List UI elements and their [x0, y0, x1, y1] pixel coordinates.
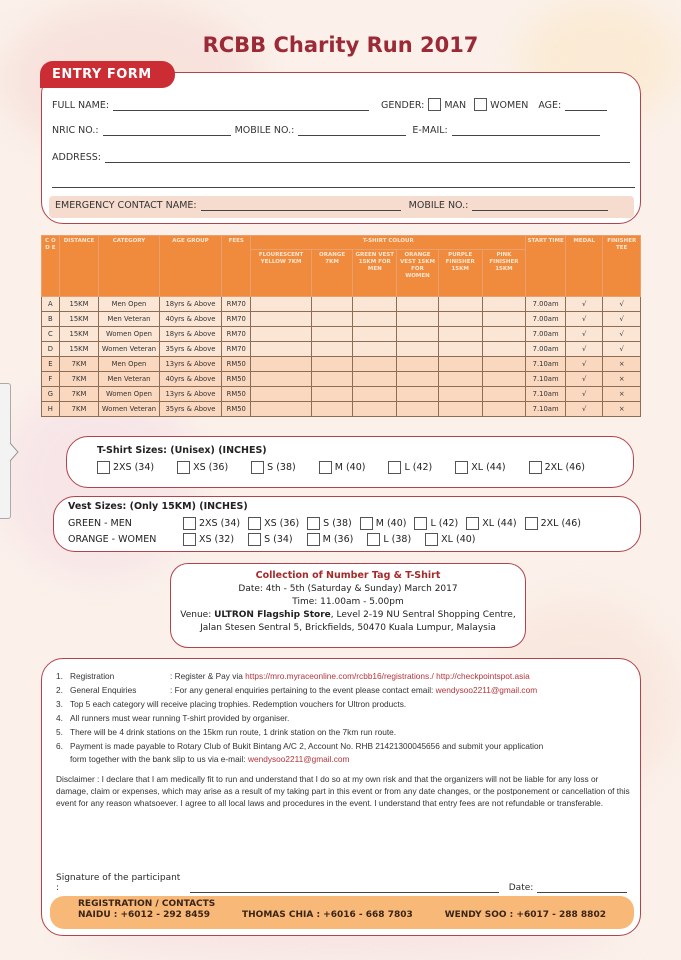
cell-category: Men Veteran	[99, 312, 159, 327]
address-label: ADDRESS:	[52, 152, 101, 163]
cell-fees: RM70	[222, 297, 251, 312]
gender-man-checkbox[interactable]	[428, 98, 441, 111]
cell-code: E	[42, 357, 60, 372]
cell-distance: 7KM	[59, 402, 99, 417]
cell-tshirt-colour-entry[interactable]	[251, 357, 311, 372]
vest-green-size-option[interactable]	[525, 517, 581, 530]
tshirt-size-options	[97, 461, 608, 474]
cell-medal: √	[565, 327, 603, 342]
term-text: All runners must wear running T-shirt provided by organiser.	[70, 713, 290, 723]
cell-tshirt-colour-entry[interactable]	[482, 312, 526, 327]
venue-name: ULTRON Flagship Store	[214, 610, 331, 620]
cell-category: Women Veteran	[99, 342, 159, 357]
cell-tshirt-colour-entry[interactable]	[311, 342, 353, 357]
header-colour-green-vest: GREEN VEST 15KM FOR MEN	[353, 250, 397, 297]
cell-tshirt-colour-entry[interactable]	[311, 357, 353, 372]
cell-category: Men Open	[99, 297, 159, 312]
cell-tshirt-colour-entry[interactable]	[311, 387, 353, 402]
cell-tshirt-colour-entry[interactable]	[251, 372, 311, 387]
cell-finisher-tee: √	[603, 342, 641, 357]
tshirt-size-option[interactable]	[529, 461, 585, 474]
term-item-2	[56, 685, 537, 695]
vest-green-size-checkbox[interactable]	[360, 517, 373, 530]
term-number: 6.	[56, 741, 63, 751]
emergency-mobile-label: MOBILE NO.:	[408, 200, 469, 211]
header-colour-orange: ORANGE 7KM	[311, 250, 353, 297]
cell-start-time: 7.00am	[526, 297, 566, 312]
gender-women-label: WOMEN	[490, 100, 529, 111]
table-row	[42, 387, 641, 402]
payment-email-link[interactable]: wendysoo2211@gmail.com	[248, 754, 350, 764]
cell-finisher-tee: √	[603, 312, 641, 327]
cell-tshirt-colour-entry[interactable]	[438, 387, 482, 402]
cell-tshirt-colour-entry[interactable]	[482, 342, 526, 357]
vest-orange-size-checkbox[interactable]	[183, 533, 196, 546]
cell-start-time: 7.10am	[526, 357, 566, 372]
row-address	[52, 152, 637, 163]
cell-distance: 15KM	[59, 327, 99, 342]
cell-tshirt-colour-entry[interactable]	[251, 297, 311, 312]
emergency-name-field[interactable]	[201, 200, 401, 211]
cell-category: Women Open	[99, 327, 159, 342]
cell-code: A	[42, 297, 60, 312]
term-text: : For any general enquiries pertaining to the event please contact email:	[170, 685, 436, 695]
tshirt-size-option[interactable]	[251, 461, 296, 474]
table-row	[42, 402, 641, 417]
full-name-label: FULL NAME:	[52, 100, 110, 111]
age-label: AGE:	[538, 100, 562, 111]
cell-tshirt-colour-entry[interactable]	[311, 402, 353, 417]
address-field-line-1[interactable]	[105, 152, 630, 163]
tshirt-sizes-title: T-Shirt Sizes: (Unisex) (INCHES)	[97, 445, 267, 456]
cell-tshirt-colour-entry[interactable]	[438, 402, 482, 417]
vest-orange-size-option[interactable]	[248, 533, 293, 546]
cell-tshirt-colour-entry[interactable]	[353, 327, 397, 342]
tshirt-size-checkbox[interactable]	[97, 461, 110, 474]
entry-form-tab: ENTRY FORM	[40, 61, 175, 88]
cell-tshirt-colour-entry[interactable]	[482, 372, 526, 387]
term-item-5	[56, 727, 396, 737]
cell-finisher-tee: √	[603, 297, 641, 312]
cell-age-group: 40yrs & Above	[159, 312, 222, 327]
cell-code: G	[42, 387, 60, 402]
cell-start-time: 7.00am	[526, 327, 566, 342]
tshirt-size-option[interactable]	[97, 461, 154, 474]
header-distance: DISTANCE	[59, 236, 99, 297]
gender-label: GENDER:	[381, 100, 425, 111]
term-number: 4.	[56, 713, 63, 723]
cell-tshirt-colour-entry[interactable]	[438, 357, 482, 372]
cell-tshirt-colour-entry[interactable]	[397, 342, 439, 357]
cell-age-group: 18yrs & Above	[159, 327, 222, 342]
tshirt-size-checkbox[interactable]	[177, 461, 190, 474]
cell-tshirt-colour-entry[interactable]	[353, 297, 397, 312]
full-name-field[interactable]	[113, 100, 369, 111]
vest-green-size-option[interactable]	[414, 517, 458, 530]
row-name-gender-age	[52, 98, 637, 111]
cell-tshirt-colour-entry[interactable]	[251, 342, 311, 357]
signature-label: Signature of the participant :	[56, 873, 181, 893]
cell-tshirt-colour-entry[interactable]	[482, 357, 526, 372]
cell-fees: RM50	[222, 372, 251, 387]
header-start-time: START TIME	[526, 236, 566, 297]
address-field-line-2[interactable]	[52, 187, 635, 188]
term-text: form together with the bank slip to us via e-mail:	[70, 754, 249, 764]
header-colour-yellow: FLOURESCENT YELLOW 7KM	[251, 250, 311, 297]
vest-green-size-option[interactable]	[360, 517, 407, 530]
tshirt-size-checkbox[interactable]	[388, 461, 401, 474]
vest-green-size-checkbox[interactable]	[248, 517, 261, 530]
tshirt-size-label: 2XL (46)	[544, 462, 585, 473]
contacts-band	[50, 896, 634, 929]
tshirt-size-checkbox[interactable]	[251, 461, 264, 474]
emergency-name-label: EMERGENCY CONTACT NAME:	[55, 200, 197, 211]
collection-venue	[171, 610, 525, 620]
signature-row	[56, 873, 631, 893]
cell-medal: √	[565, 297, 603, 312]
cell-age-group: 40yrs & Above	[159, 372, 222, 387]
term-text: Payment is made payable to Rotary Club of Bukit Bintang A/C 2, Account No. RHB 21421300045656 and submit your application	[70, 741, 544, 751]
vest-orange-size-checkbox[interactable]	[248, 533, 261, 546]
cell-code: B	[42, 312, 60, 327]
cell-finisher-tee: ×	[603, 387, 641, 402]
cell-tshirt-colour-entry[interactable]	[311, 297, 353, 312]
cell-distance: 7KM	[59, 357, 99, 372]
vest-sizes-title: Vest Sizes: (Only 15KM) (INCHES)	[68, 501, 248, 512]
cell-tshirt-colour-entry[interactable]	[482, 402, 526, 417]
row-nric-mobile-email	[52, 125, 637, 136]
cell-distance: 7KM	[59, 372, 99, 387]
table-row	[42, 372, 641, 387]
vest-orange-size-checkbox[interactable]	[425, 533, 438, 546]
vest-orange-size-label: XS (32)	[199, 534, 235, 545]
email-label: E-MAIL:	[412, 125, 448, 136]
cell-code: F	[42, 372, 60, 387]
enquiry-email-link[interactable]: wendysoo2211@gmail.com	[435, 685, 538, 695]
vest-orange-size-label: M (36)	[322, 534, 354, 545]
registration-link[interactable]: https://mro.myraceonline.com/rcbb16/registrations./ http://checkpointspot.asia	[245, 671, 530, 681]
cell-finisher-tee: ×	[603, 402, 641, 417]
cell-distance: 15KM	[59, 312, 99, 327]
collection-address: Jalan Stesen Sentral 5, Brickfields, 50470 Kuala Lumpur, Malaysia	[200, 623, 496, 633]
row-emergency	[55, 200, 635, 211]
date-field[interactable]	[537, 882, 627, 893]
cell-fees: RM70	[222, 342, 251, 357]
cell-distance: 15KM	[59, 342, 99, 357]
tshirt-size-option[interactable]	[177, 461, 228, 474]
vest-green-size-checkbox[interactable]	[307, 517, 320, 530]
vest-green-size-checkbox[interactable]	[525, 517, 538, 530]
vest-orange-size-option[interactable]	[307, 533, 354, 546]
cell-start-time: 7.10am	[526, 372, 566, 387]
cell-tshirt-colour-entry[interactable]	[438, 297, 482, 312]
cell-tshirt-colour-entry[interactable]	[311, 372, 353, 387]
tshirt-size-label: 2XS (34)	[113, 462, 155, 473]
cell-medal: √	[565, 312, 603, 327]
cell-tshirt-colour-entry[interactable]	[353, 387, 397, 402]
vest-orange-size-label: XL (40)	[441, 534, 476, 545]
tshirt-size-checkbox[interactable]	[455, 461, 468, 474]
cell-start-time: 7.10am	[526, 402, 566, 417]
cell-code: C	[42, 327, 60, 342]
header-colour-pink: PINK FINISHER 15KM	[482, 250, 526, 297]
cell-tshirt-colour-entry[interactable]	[397, 387, 439, 402]
mobile-field[interactable]	[298, 125, 406, 136]
cell-start-time: 7.00am	[526, 342, 566, 357]
cell-fees: RM70	[222, 312, 251, 327]
vest-green-size-label: XL (44)	[482, 518, 517, 529]
cell-tshirt-colour-entry[interactable]	[397, 357, 439, 372]
vest-green-size-option[interactable]	[307, 517, 352, 530]
term-number: 3.	[56, 699, 63, 709]
tshirt-size-checkbox[interactable]	[319, 461, 332, 474]
cell-finisher-tee: ×	[603, 372, 641, 387]
cell-tshirt-colour-entry[interactable]	[251, 387, 311, 402]
cell-tshirt-colour-entry[interactable]	[397, 327, 439, 342]
cell-medal: √	[565, 372, 603, 387]
cell-tshirt-colour-entry[interactable]	[311, 312, 353, 327]
cell-distance: 7KM	[59, 387, 99, 402]
header-medal: MEDAL	[565, 236, 603, 297]
chevron-right-icon[interactable]	[8, 441, 20, 463]
cell-fees: RM50	[222, 357, 251, 372]
cell-category: Men Veteran	[99, 372, 159, 387]
age-field[interactable]	[565, 100, 607, 111]
events-table	[41, 235, 641, 417]
vest-orange-size-checkbox[interactable]	[307, 533, 320, 546]
cell-tshirt-colour-entry[interactable]	[251, 402, 311, 417]
nric-field[interactable]	[103, 125, 231, 136]
vest-green-size-checkbox[interactable]	[414, 517, 427, 530]
tshirt-size-option[interactable]	[388, 461, 432, 474]
venue-rest: , Level 2-19 NU Sentral Shopping Centre,	[330, 610, 516, 620]
cell-code: D	[42, 342, 60, 357]
term-number: 5.	[56, 727, 63, 737]
cell-category: Women Open	[99, 387, 159, 402]
term-item-1	[56, 671, 530, 681]
tshirt-size-label: XS (36)	[193, 462, 229, 473]
table-row	[42, 327, 641, 342]
disclaimer-text: Disclaimer : I declare that I am medically fit to run and understand that I do so at my own risk and that the organizers will not be liable for any loss or damage, claim or expenses, which may arise as a result of my taking part in this event or from any date changes, or the postponement or cancellation of this event for any reason whatsoever. I agree to all local laws and procedures in the event. I understand that entry fees are not refundable or transferable.	[56, 774, 630, 808]
table-row	[42, 342, 641, 357]
cell-tshirt-colour-entry[interactable]	[438, 327, 482, 342]
cell-tshirt-colour-entry[interactable]	[438, 372, 482, 387]
vest-green-size-label: XS (36)	[264, 518, 300, 529]
table-row	[42, 297, 641, 312]
cell-medal: √	[565, 402, 603, 417]
cell-medal: √	[565, 342, 603, 357]
table-row	[42, 312, 641, 327]
vest-green-size-label: L (42)	[430, 518, 459, 529]
collection-title: Collection of Number Tag & T-Shirt	[255, 570, 441, 581]
contacts-title: REGISTRATION / CONTACTS	[78, 899, 216, 909]
term-item-3	[56, 699, 406, 709]
cell-tshirt-colour-entry[interactable]	[353, 402, 397, 417]
vest-orange-size-option[interactable]	[425, 533, 475, 546]
cell-age-group: 35yrs & Above	[159, 342, 222, 357]
cell-fees: RM50	[222, 387, 251, 402]
date-label: Date:	[508, 883, 534, 893]
cell-finisher-tee: √	[603, 327, 641, 342]
cell-fees: RM70	[222, 327, 251, 342]
term-text: : Register & Pay via	[170, 671, 246, 681]
vest-orange-size-option[interactable]	[367, 533, 411, 546]
header-tshirt-colour: T-SHIRT COLOUR	[251, 236, 526, 250]
vest-orange-size-label: S (34)	[264, 534, 293, 545]
cell-tshirt-colour-entry[interactable]	[397, 402, 439, 417]
vest-orange-size-label: L (38)	[383, 534, 412, 545]
cell-age-group: 35yrs & Above	[159, 402, 222, 417]
header-colour-orange-vest: ORANGE VEST 15KM FOR WOMEN	[397, 250, 439, 297]
cell-tshirt-colour-entry[interactable]	[353, 357, 397, 372]
vest-orange-label: ORANGE - WOMEN	[68, 534, 157, 545]
tshirt-size-checkbox[interactable]	[529, 461, 542, 474]
cell-finisher-tee: ×	[603, 357, 641, 372]
cell-tshirt-colour-entry[interactable]	[438, 342, 482, 357]
cell-fees: RM50	[222, 402, 251, 417]
tshirt-size-label: XL (44)	[471, 462, 506, 473]
header-category: CATEGORY	[99, 236, 159, 297]
vest-orange-row	[68, 533, 490, 546]
vest-green-row	[68, 517, 589, 530]
cell-distance: 15KM	[59, 297, 99, 312]
emergency-mobile-field[interactable]	[472, 200, 608, 211]
vest-green-size-checkbox[interactable]	[466, 517, 479, 530]
collection-time: Time: 11.00am - 5.00pm	[292, 597, 404, 607]
mobile-label: MOBILE NO.:	[234, 125, 295, 136]
contact-naidu: NAIDU : +6012 - 292 8459	[78, 910, 211, 920]
term-item-6-cont	[70, 754, 349, 764]
term-number: 2.	[56, 685, 63, 695]
tshirt-size-label: S (38)	[267, 462, 296, 473]
signature-field[interactable]	[190, 882, 499, 893]
vest-green-size-label: S (38)	[323, 518, 352, 529]
email-field[interactable]	[452, 125, 600, 136]
collection-date: Date: 4th - 5th (Saturday & Sunday) March 2017	[238, 584, 458, 594]
header-fees: FEES	[222, 236, 251, 297]
term-item-4	[56, 713, 289, 723]
header-age-group: AGE GROUP	[159, 236, 222, 297]
contact-thomas-chia: THOMAS CHIA : +6016 - 668 7803	[242, 910, 413, 920]
tshirt-size-label: M (40)	[334, 462, 366, 473]
header-colour-purple: PURPLE FINISHER 15KM	[438, 250, 482, 297]
term-label: Registration	[70, 671, 115, 681]
cell-age-group: 18yrs & Above	[159, 297, 222, 312]
cell-tshirt-colour-entry[interactable]	[482, 387, 526, 402]
cell-start-time: 7.10am	[526, 387, 566, 402]
cell-tshirt-colour-entry[interactable]	[311, 327, 353, 342]
vest-green-size-option[interactable]	[466, 517, 516, 530]
cell-category: Women Veteran	[99, 402, 159, 417]
tshirt-size-option[interactable]	[319, 461, 366, 474]
vest-green-size-label: 2XL (46)	[540, 518, 581, 529]
venue-prefix: Venue:	[180, 610, 215, 620]
cell-age-group: 13yrs & Above	[159, 357, 222, 372]
cell-tshirt-colour-entry[interactable]	[397, 312, 439, 327]
cell-tshirt-colour-entry[interactable]	[251, 327, 311, 342]
gender-women-checkbox[interactable]	[474, 98, 487, 111]
page-title: RCBB Charity Run 2017	[202, 33, 479, 57]
vest-green-size-label: 2XS (34)	[199, 518, 241, 529]
header-code: C O D E	[42, 236, 60, 297]
cell-tshirt-colour-entry[interactable]	[353, 342, 397, 357]
cell-category: Men Open	[99, 357, 159, 372]
cell-tshirt-colour-entry[interactable]	[482, 297, 526, 312]
tshirt-size-label: L (42)	[404, 462, 433, 473]
cell-tshirt-colour-entry[interactable]	[397, 297, 439, 312]
vest-green-size-checkbox[interactable]	[183, 517, 196, 530]
vest-green-size-label: M (40)	[375, 518, 407, 529]
term-text: Top 5 each category will receive placing trophies. Redemption vouchers for Ultron products.	[70, 699, 407, 709]
contact-wendy-soo: WENDY SOO : +6017 - 288 8802	[444, 910, 606, 920]
header-finisher-tee: FINISHER TEE	[603, 236, 641, 297]
cell-tshirt-colour-entry[interactable]	[438, 312, 482, 327]
cell-tshirt-colour-entry[interactable]	[482, 327, 526, 342]
term-number: 1.	[56, 671, 63, 681]
term-label: General Enquiries	[70, 685, 137, 695]
vest-green-size-option[interactable]	[183, 517, 240, 530]
nric-label: NRIC NO.:	[52, 125, 99, 136]
vest-green-label: GREEN - MEN	[68, 518, 132, 529]
term-item-6	[56, 741, 543, 751]
cell-age-group: 13yrs & Above	[159, 387, 222, 402]
tshirt-size-option[interactable]	[455, 461, 505, 474]
cell-tshirt-colour-entry[interactable]	[353, 312, 397, 327]
terms-panel	[41, 658, 641, 936]
cell-code: H	[42, 402, 60, 417]
gender-man-label: MAN	[444, 100, 467, 111]
cell-medal: √	[565, 387, 603, 402]
cell-tshirt-colour-entry[interactable]	[353, 372, 397, 387]
collection-info-box	[170, 563, 526, 648]
cell-tshirt-colour-entry[interactable]	[251, 312, 311, 327]
vest-orange-size-checkbox[interactable]	[367, 533, 380, 546]
cell-medal: √	[565, 357, 603, 372]
vest-orange-size-option[interactable]	[183, 533, 234, 546]
cell-tshirt-colour-entry[interactable]	[397, 372, 439, 387]
cell-start-time: 7.00am	[526, 312, 566, 327]
term-text: There will be 4 drink stations on the 15km run route, 1 drink station on the 7km run route.	[70, 727, 397, 737]
vest-green-size-option[interactable]	[248, 517, 299, 530]
table-row	[42, 357, 641, 372]
